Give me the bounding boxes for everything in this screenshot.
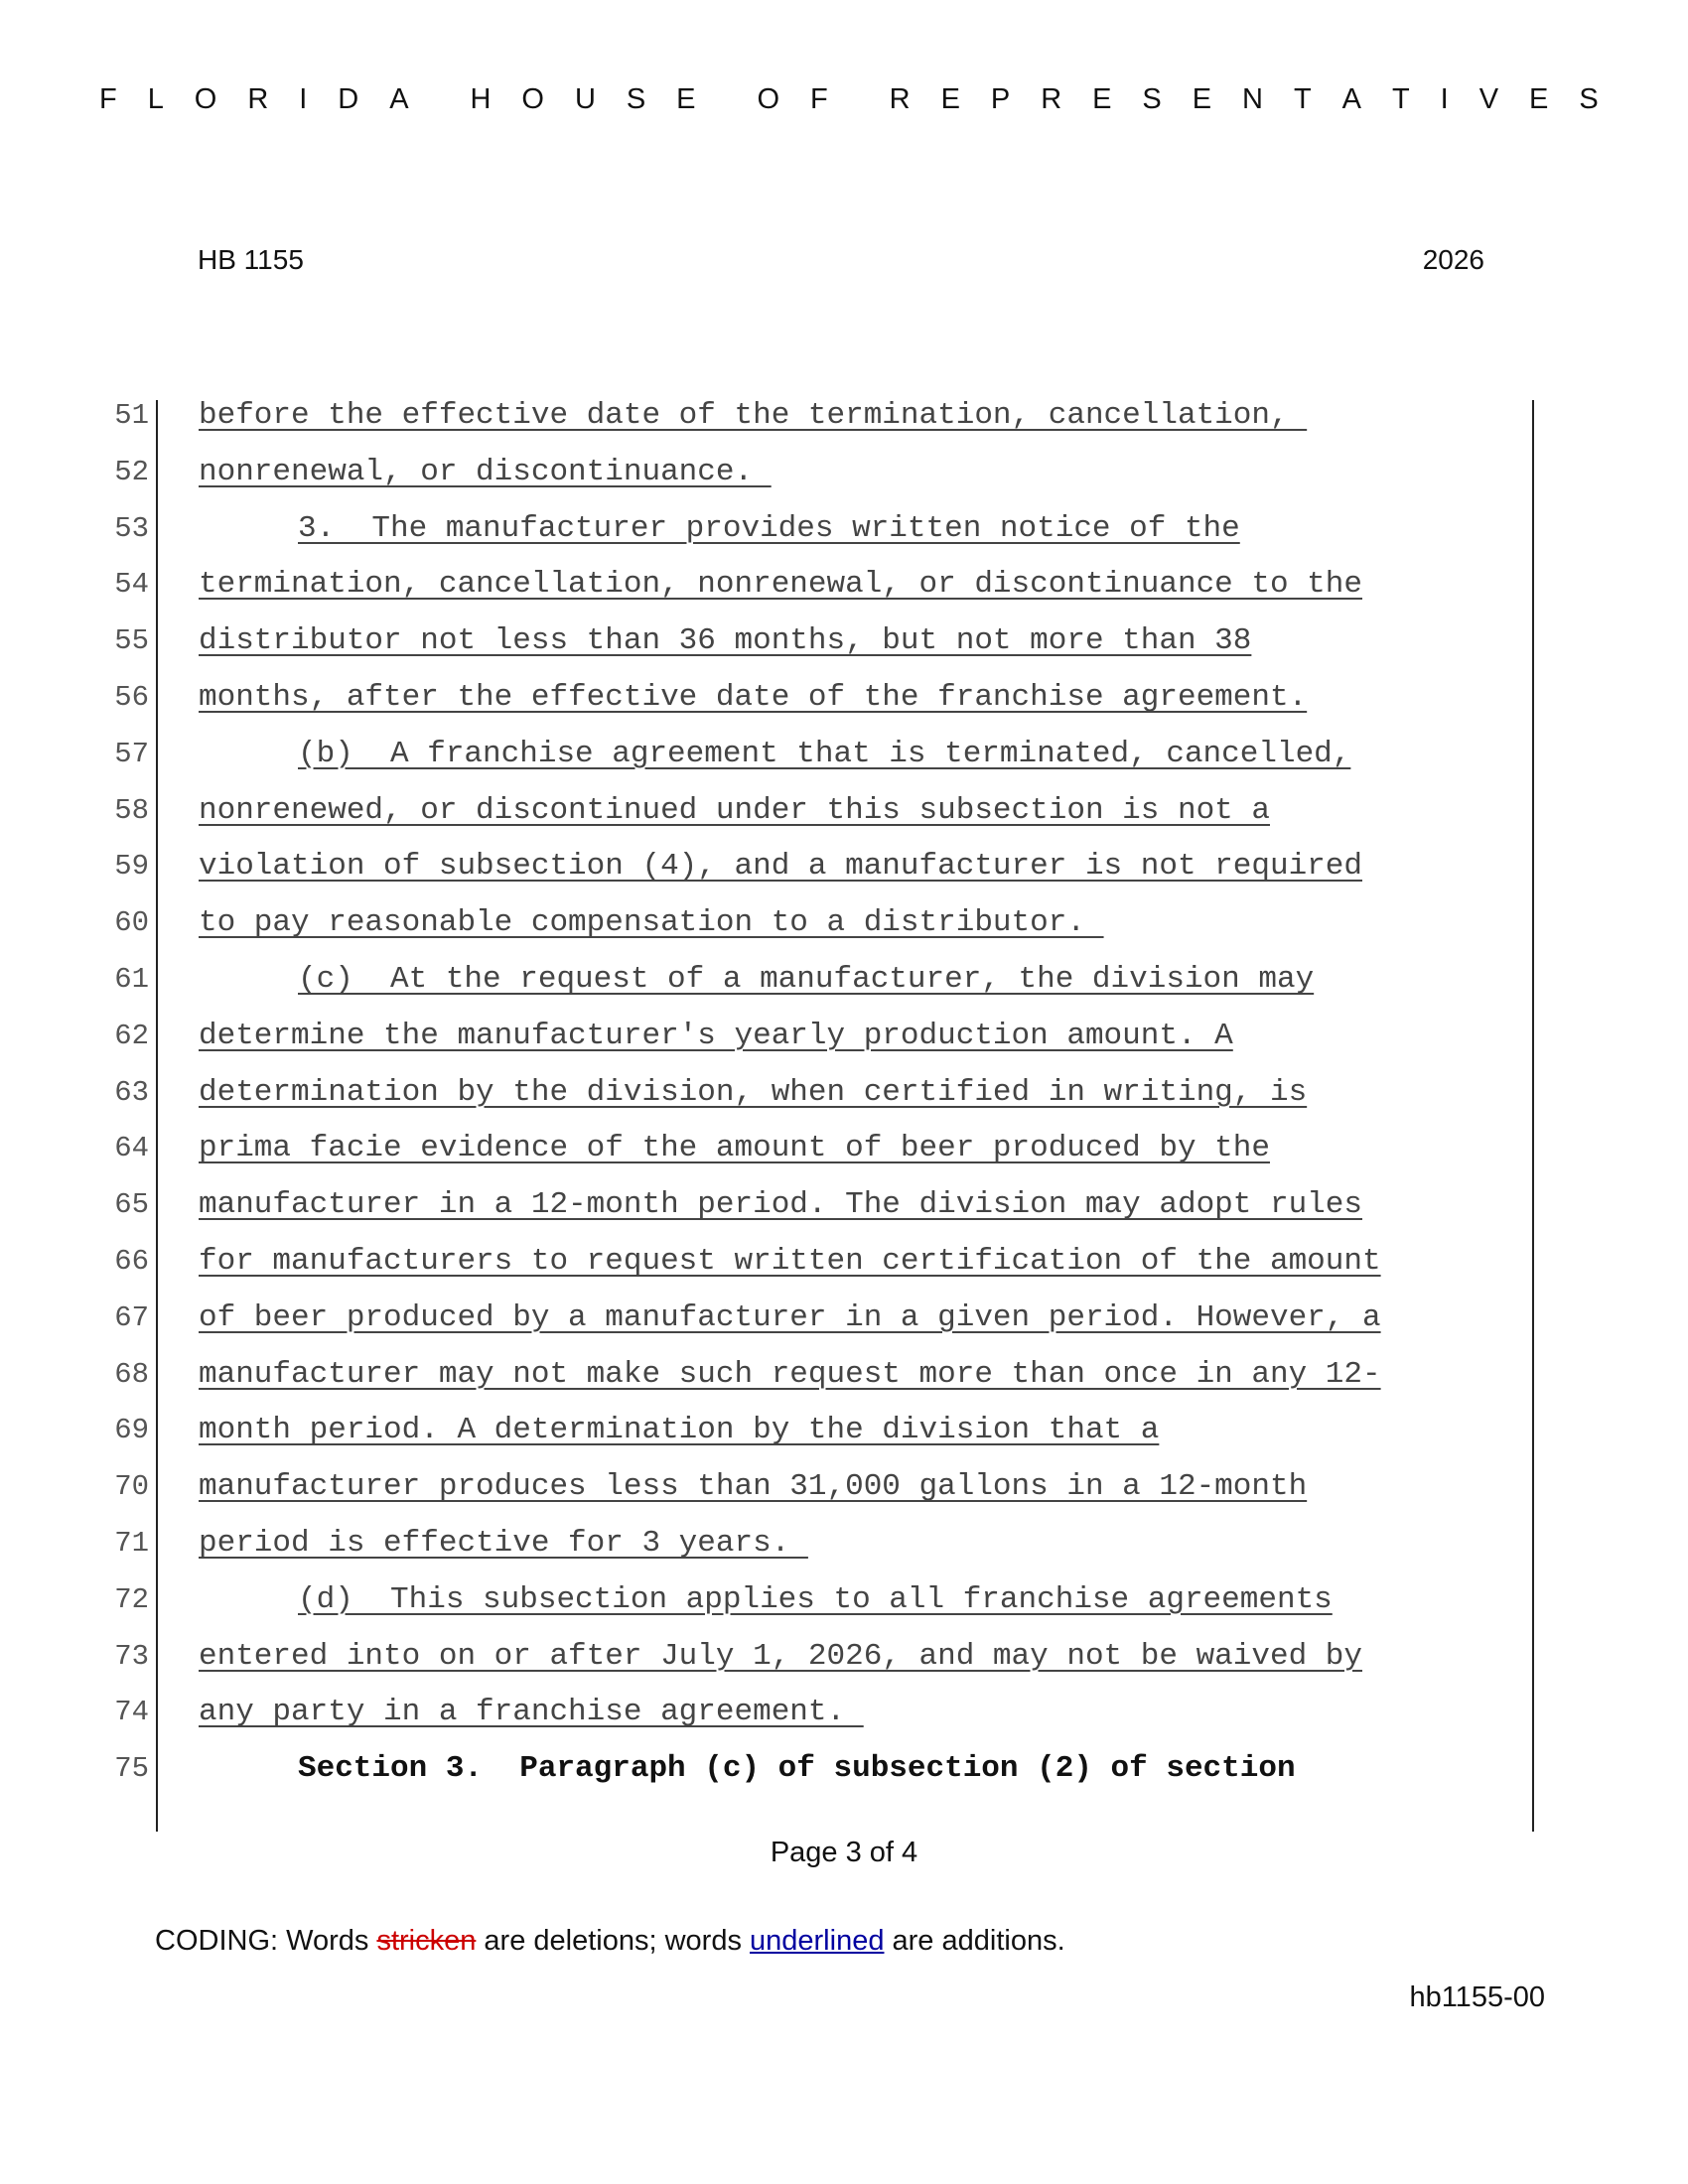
line-text: period is effective for 3 years. [199,1525,808,1561]
chamber-letter: S [1142,83,1162,115]
chamber-letter: V [1478,83,1499,115]
line-text: any party in a franchise agreement. [199,1695,864,1730]
line-number: 69 [114,1414,149,1447]
line-number: 52 [114,455,149,488]
section-heading-text: Section 3. Paragraph (c) of subsection (2) of section [298,1751,1296,1787]
bill-line [0,1242,1688,1298]
line-number: 64 [114,1132,149,1165]
line-number: 61 [114,962,149,996]
line-text: nonrenewal, or discontinuance. [199,454,772,489]
bill-line [0,1637,1688,1694]
chamber-letter: T [1391,83,1410,115]
bill-line [0,903,1688,960]
bill-line [0,960,1688,1017]
bill-year: 2026 [1422,244,1484,275]
bill-text-lines [0,396,1688,1806]
line-text: of beer produced by a manufacturer in a given period. However, a [199,1299,1381,1335]
bill-line [0,1298,1688,1355]
line-text: (c) At the request of a manufacturer, the division may [298,961,1315,997]
chamber-letter: R [247,83,269,115]
chamber-letter: R [1041,83,1062,115]
chamber-letter: S [1579,83,1599,115]
bill-line [0,1017,1688,1073]
line-text: manufacturer may not make such request more than once in any 12- [199,1356,1381,1392]
line-text: month period. A determination by the division that a [199,1413,1160,1448]
line-number: 73 [114,1639,149,1673]
chamber-letter: O [757,83,780,115]
line-number: 54 [114,568,149,602]
bill-line [0,1073,1688,1130]
chamber-letter: O [521,83,544,115]
line-text: prima facie evidence of the amount of beer produced by the [199,1131,1270,1166]
chamber-letter: E [1192,83,1212,115]
bill-line [0,1467,1688,1524]
bill-line [0,621,1688,678]
chamber-letter: F [809,83,828,115]
bill-line [0,1411,1688,1467]
line-number: 57 [114,737,149,770]
coding-legend [155,1925,1065,1958]
bill-line [0,509,1688,566]
line-number: 59 [114,850,149,884]
line-text: 3. The manufacturer provides written notice of the [298,510,1240,546]
coding-middle: are deletions; words [476,1925,751,1957]
chamber-letter: D [338,83,359,115]
chamber-letter: A [389,83,409,115]
line-text: termination, cancellation, nonrenewal, or discontinuance to the [199,567,1362,603]
document-code: hb1155-00 [1409,1981,1545,2013]
coding-prefix: CODING: Words [155,1925,377,1957]
line-text: determine the manufacturer's yearly production amount. A [199,1018,1233,1053]
bill-line [0,565,1688,621]
line-text: to pay reasonable compensation to a distributor. [199,905,1104,941]
line-number: 74 [114,1696,149,1729]
line-number: 58 [114,793,149,827]
chamber-letter: E [1092,83,1112,115]
line-text: before the effective date of the termination, cancellation, [199,398,1308,433]
line-text: distributor not less than 36 months, but not more than 38 [199,623,1252,659]
chamber-letter: L [147,83,164,115]
line-text: for manufacturers to request written certification of the amount [199,1243,1381,1279]
bill-line [0,1524,1688,1580]
bill-line [0,735,1688,791]
chamber-letter: I [299,83,308,115]
line-number: 53 [114,511,149,545]
bill-line [0,1185,1688,1242]
chamber-letter: I [1440,83,1449,115]
bill-line [0,453,1688,509]
page-number: Page 3 of 4 [770,1837,918,1868]
chamber-letter: H [470,83,492,115]
line-text: determination by the division, when certified in writing, is [199,1074,1308,1110]
line-number: 51 [114,399,149,432]
chamber-letter: T [1293,83,1312,115]
line-text: nonrenewed, or discontinued under this subsection is not a [199,792,1270,828]
chamber-letter: S [626,83,646,115]
line-number: 71 [114,1526,149,1560]
bill-line [0,1693,1688,1749]
coding-suffix: are additions. [884,1925,1065,1957]
line-number: 62 [114,1019,149,1052]
chamber-letter: E [676,83,696,115]
line-number: 60 [114,906,149,940]
line-text: months, after the effective date of the franchise agreement. [199,679,1308,715]
line-text: (b) A franchise agreement that is terminated, cancelled, [298,736,1351,771]
bill-line [0,1355,1688,1412]
chamber-letter: F [99,83,117,115]
line-number: 63 [114,1075,149,1109]
line-text: manufacturer produces less than 31,000 gallons in a 12-month [199,1469,1308,1505]
line-number: 55 [114,624,149,658]
chamber-letter: N [1242,83,1263,115]
bill-line [0,1580,1688,1637]
chamber-letter: O [194,83,217,115]
chamber-letter: E [940,83,960,115]
chamber-title [99,83,1599,116]
bill-line [0,847,1688,903]
line-text: entered into on or after July 1, 2026, and may not be waived by [199,1638,1362,1674]
chamber-letter: A [1341,83,1361,115]
chamber-letter: R [889,83,911,115]
bill-line [0,791,1688,848]
line-number: 72 [114,1582,149,1616]
bill-number: HB 1155 [198,244,304,275]
chamber-letter: U [574,83,596,115]
line-number: 66 [114,1244,149,1278]
coding-underlined-sample: underlined [750,1925,885,1957]
line-number: 75 [114,1752,149,1786]
coding-stricken-sample: stricken [376,1925,477,1957]
line-number: 70 [114,1470,149,1504]
line-number: 65 [114,1188,149,1222]
line-text: (d) This subsection applies to all franchise agreements [298,1581,1333,1617]
bill-line [0,1129,1688,1185]
bill-line [0,396,1688,453]
chamber-letter: P [990,83,1011,115]
line-number: 68 [114,1357,149,1391]
line-number: 67 [114,1300,149,1334]
line-number: 56 [114,680,149,714]
line-text: manufacturer in a 12-month period. The division may adopt rules [199,1187,1362,1223]
bill-line [0,678,1688,735]
line-text: violation of subsection (4), and a manufacturer is not required [199,849,1362,885]
chamber-letter: E [1529,83,1549,115]
bill-line [0,1749,1688,1806]
